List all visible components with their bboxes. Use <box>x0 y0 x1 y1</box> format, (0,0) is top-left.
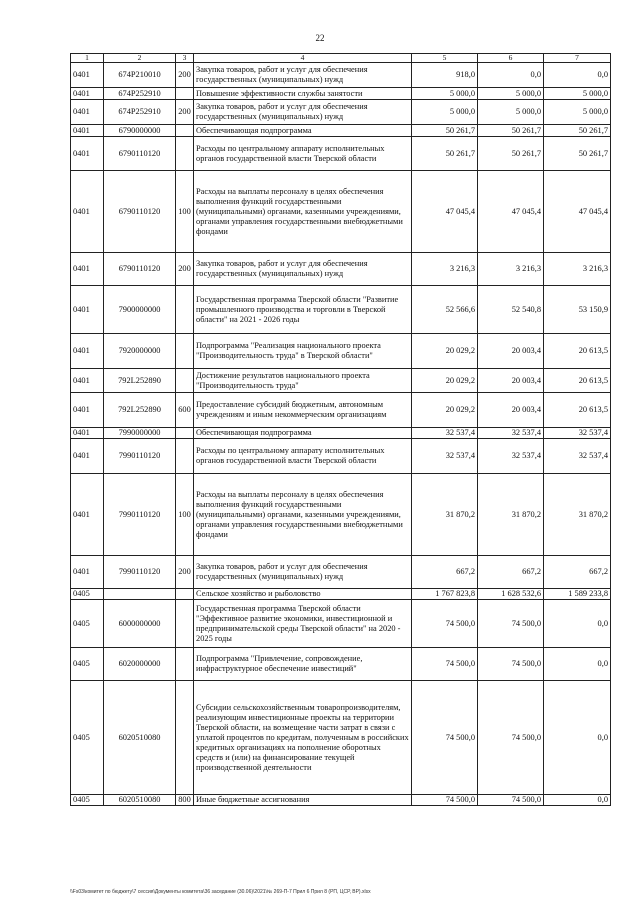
amount-col6: 74 500,0 <box>478 600 544 648</box>
amount-col5: 20 029,2 <box>412 369 478 393</box>
amount-col7: 20 613,5 <box>544 369 611 393</box>
amount-col7: 5 000,0 <box>544 88 611 100</box>
amount-col7: 20 613,5 <box>544 334 611 369</box>
amount-col7: 0,0 <box>544 600 611 648</box>
table-row <box>71 648 611 681</box>
section-code: 0401 <box>71 556 104 589</box>
column-number: 4 <box>194 54 412 63</box>
amount-col6: 31 870,2 <box>478 474 544 556</box>
target-article-code: 6790000000 <box>104 125 176 137</box>
expense-type-code <box>176 648 194 681</box>
amount-col5: 20 029,2 <box>412 393 478 428</box>
amount-col6: 5 000,0 <box>478 100 544 125</box>
expense-type-code <box>176 369 194 393</box>
section-code: 0401 <box>71 125 104 137</box>
amount-col6: 50 261,7 <box>478 125 544 137</box>
table-row <box>71 681 611 795</box>
section-code: 0401 <box>71 171 104 253</box>
section-code: 0405 <box>71 795 104 806</box>
amount-col5: 74 500,0 <box>412 681 478 795</box>
section-code: 0401 <box>71 474 104 556</box>
target-article-code: 674P210010 <box>104 63 176 88</box>
amount-col5: 74 500,0 <box>412 648 478 681</box>
target-article-code: 7990110120 <box>104 556 176 589</box>
amount-col7: 0,0 <box>544 681 611 795</box>
table-row <box>71 100 611 125</box>
section-code: 0401 <box>71 369 104 393</box>
amount-col6: 20 003,4 <box>478 334 544 369</box>
amount-col7: 667,2 <box>544 556 611 589</box>
table-row <box>71 474 611 556</box>
amount-col5: 5 000,0 <box>412 88 478 100</box>
section-code: 0405 <box>71 600 104 648</box>
amount-col6: 50 261,7 <box>478 137 544 171</box>
amount-col5: 31 870,2 <box>412 474 478 556</box>
section-code: 0401 <box>71 439 104 474</box>
budget-table <box>70 53 611 806</box>
section-code: 0401 <box>71 63 104 88</box>
item-name: Государственная программа Тверской области "Эффективное развитие экономики, инвестиционной и предпринимательской среды Тверской области" на 2020 - 2025 годы <box>194 600 412 648</box>
section-code: 0401 <box>71 393 104 428</box>
expense-type-code: 200 <box>176 556 194 589</box>
amount-col6: 5 000,0 <box>478 88 544 100</box>
expense-type-code: 200 <box>176 63 194 88</box>
expense-type-code: 100 <box>176 171 194 253</box>
item-name: Повышение эффективности службы занятости <box>194 88 412 100</box>
target-article-code: 674P252910 <box>104 100 176 125</box>
item-name: Расходы по центральному аппарату исполнительных органов государственной власти Тверской области <box>194 137 412 171</box>
amount-col6: 667,2 <box>478 556 544 589</box>
section-code: 0405 <box>71 648 104 681</box>
target-article-code: 7920000000 <box>104 334 176 369</box>
column-number: 3 <box>176 54 194 63</box>
item-name: Расходы на выплаты персоналу в целях обеспечения выполнения функций государственными (муниципальными) органами, казенными учреждениями, органами управления государственными внебюджетными фондами <box>194 474 412 556</box>
item-name: Сельское хозяйство и рыболовство <box>194 589 412 600</box>
target-article-code: 6790110120 <box>104 137 176 171</box>
amount-col6: 74 500,0 <box>478 681 544 795</box>
amount-col6: 32 537,4 <box>478 428 544 439</box>
table-row <box>71 556 611 589</box>
expense-type-code: 200 <box>176 253 194 286</box>
amount-col6: 52 540,8 <box>478 286 544 334</box>
amount-col7: 53 150,9 <box>544 286 611 334</box>
target-article-code: 674P252910 <box>104 88 176 100</box>
target-article-code: 6020510080 <box>104 795 176 806</box>
table-row <box>71 334 611 369</box>
expense-type-code <box>176 681 194 795</box>
item-name: Иные бюджетные ассигнования <box>194 795 412 806</box>
amount-col7: 31 870,2 <box>544 474 611 556</box>
item-name: Обеспечивающая подпрограмма <box>194 125 412 137</box>
amount-col7: 1 589 233,8 <box>544 589 611 600</box>
item-name: Субсидии сельскохозяйственным товаропроизводителям, реализующим инвестиционные проекты на территории Тверской области, на возмещение части затрат в связи с уплатой процентов по кредитам, полученным в российских кредитных организациях на пополнение оборотных средств и (или) на финансирование текущей производственной деятельности <box>194 681 412 795</box>
table-row <box>71 795 611 806</box>
expense-type-code <box>176 439 194 474</box>
target-article-code: 7990110120 <box>104 439 176 474</box>
amount-col5: 50 261,7 <box>412 137 478 171</box>
file-path-footer: \\Fs03\комитет по бюджету\7 сессия\Документы комитета\36 заседание (30.06)\2021\№ 269-П-7 Прил 6 Прил 8 (РП, ЦСР, ВР).xlsx <box>70 889 371 895</box>
item-name: Закупка товаров, работ и услуг для обеспечения государственных (муниципальных) нужд <box>194 556 412 589</box>
target-article-code: 7990000000 <box>104 428 176 439</box>
section-code: 0401 <box>71 428 104 439</box>
section-code: 0401 <box>71 253 104 286</box>
target-article-code: 6020000000 <box>104 648 176 681</box>
item-name: Закупка товаров, работ и услуг для обеспечения государственных (муниципальных) нужд <box>194 63 412 88</box>
item-name: Предоставление субсидий бюджетным, автономным учреждениям и иным некоммерческим организациям <box>194 393 412 428</box>
amount-col5: 667,2 <box>412 556 478 589</box>
target-article-code: 792L252890 <box>104 393 176 428</box>
item-name: Расходы по центральному аппарату исполнительных органов государственной власти Тверской области <box>194 439 412 474</box>
column-number: 2 <box>104 54 176 63</box>
amount-col5: 32 537,4 <box>412 428 478 439</box>
target-article-code: 6020510080 <box>104 681 176 795</box>
expense-type-code: 600 <box>176 393 194 428</box>
amount-col6: 3 216,3 <box>478 253 544 286</box>
amount-col5: 918,0 <box>412 63 478 88</box>
table-row <box>71 63 611 88</box>
section-code: 0401 <box>71 100 104 125</box>
target-article-code: 7900000000 <box>104 286 176 334</box>
table-row <box>71 600 611 648</box>
item-name: Подпрограмма "Реализация национального проекта "Производительность труда" в Тверской области" <box>194 334 412 369</box>
table-row <box>71 253 611 286</box>
amount-col6: 0,0 <box>478 63 544 88</box>
expense-type-code <box>176 428 194 439</box>
table-row <box>71 88 611 100</box>
amount-col7: 32 537,4 <box>544 439 611 474</box>
item-name: Достижение результатов национального проекта "Производительность труда" <box>194 369 412 393</box>
item-name: Обеспечивающая подпрограмма <box>194 428 412 439</box>
expense-type-code <box>176 334 194 369</box>
target-article-code: 7990110120 <box>104 474 176 556</box>
amount-col5: 3 216,3 <box>412 253 478 286</box>
section-code: 0405 <box>71 681 104 795</box>
table-row <box>71 369 611 393</box>
target-article-code <box>104 589 176 600</box>
expense-type-code: 200 <box>176 100 194 125</box>
table-row <box>71 439 611 474</box>
target-article-code: 6790110120 <box>104 171 176 253</box>
amount-col6: 20 003,4 <box>478 369 544 393</box>
amount-col5: 5 000,0 <box>412 100 478 125</box>
expense-type-code <box>176 286 194 334</box>
amount-col7: 50 261,7 <box>544 125 611 137</box>
expense-type-code: 100 <box>176 474 194 556</box>
column-number: 5 <box>412 54 478 63</box>
amount-col5: 50 261,7 <box>412 125 478 137</box>
amount-col6: 74 500,0 <box>478 648 544 681</box>
amount-col5: 74 500,0 <box>412 795 478 806</box>
section-code: 0401 <box>71 88 104 100</box>
amount-col6: 1 628 532,6 <box>478 589 544 600</box>
expense-type-code <box>176 137 194 171</box>
column-number: 7 <box>544 54 611 63</box>
table-row <box>71 125 611 137</box>
amount-col7: 32 537,4 <box>544 428 611 439</box>
table-row <box>71 171 611 253</box>
table-row <box>71 589 611 600</box>
section-code: 0401 <box>71 334 104 369</box>
amount-col5: 74 500,0 <box>412 600 478 648</box>
target-article-code: 6000000000 <box>104 600 176 648</box>
amount-col5: 32 537,4 <box>412 439 478 474</box>
table-row <box>71 428 611 439</box>
item-name: Закупка товаров, работ и услуг для обеспечения государственных (муниципальных) нужд <box>194 100 412 125</box>
amount-col7: 47 045,4 <box>544 171 611 253</box>
table-row <box>71 137 611 171</box>
section-code: 0401 <box>71 286 104 334</box>
amount-col6: 47 045,4 <box>478 171 544 253</box>
item-name: Закупка товаров, работ и услуг для обеспечения государственных (муниципальных) нужд <box>194 253 412 286</box>
item-name: Расходы на выплаты персоналу в целях обеспечения выполнения функций государственными (муниципальными) органами, казенными учреждениями, органами управления государственными внебюджетными фондами <box>194 171 412 253</box>
expense-type-code <box>176 600 194 648</box>
column-number-row <box>71 54 611 63</box>
amount-col5: 20 029,2 <box>412 334 478 369</box>
amount-col6: 74 500,0 <box>478 795 544 806</box>
table-row <box>71 393 611 428</box>
amount-col7: 50 261,7 <box>544 137 611 171</box>
expense-type-code: 800 <box>176 795 194 806</box>
amount-col7: 0,0 <box>544 648 611 681</box>
amount-col6: 20 003,4 <box>478 393 544 428</box>
amount-col6: 32 537,4 <box>478 439 544 474</box>
table-row <box>71 286 611 334</box>
expense-type-code <box>176 589 194 600</box>
target-article-code: 6790110120 <box>104 253 176 286</box>
section-code: 0401 <box>71 137 104 171</box>
amount-col7: 5 000,0 <box>544 100 611 125</box>
column-number: 6 <box>478 54 544 63</box>
target-article-code: 792L252890 <box>104 369 176 393</box>
expense-type-code <box>176 125 194 137</box>
expense-type-code <box>176 88 194 100</box>
amount-col7: 20 613,5 <box>544 393 611 428</box>
column-number: 1 <box>71 54 104 63</box>
section-code: 0405 <box>71 589 104 600</box>
amount-col7: 0,0 <box>544 63 611 88</box>
amount-col7: 3 216,3 <box>544 253 611 286</box>
amount-col5: 47 045,4 <box>412 171 478 253</box>
amount-col5: 1 767 823,8 <box>412 589 478 600</box>
amount-col7: 0,0 <box>544 795 611 806</box>
item-name: Государственная программа Тверской области "Развитие промышленного производства и торговли в Тверской области" на 2021 - 2026 годы <box>194 286 412 334</box>
amount-col5: 52 566,6 <box>412 286 478 334</box>
item-name: Подпрограмма "Привлечение, сопровождение, инфраструктурное обеспечение инвестиций" <box>194 648 412 681</box>
page-number: 22 <box>315 33 325 43</box>
